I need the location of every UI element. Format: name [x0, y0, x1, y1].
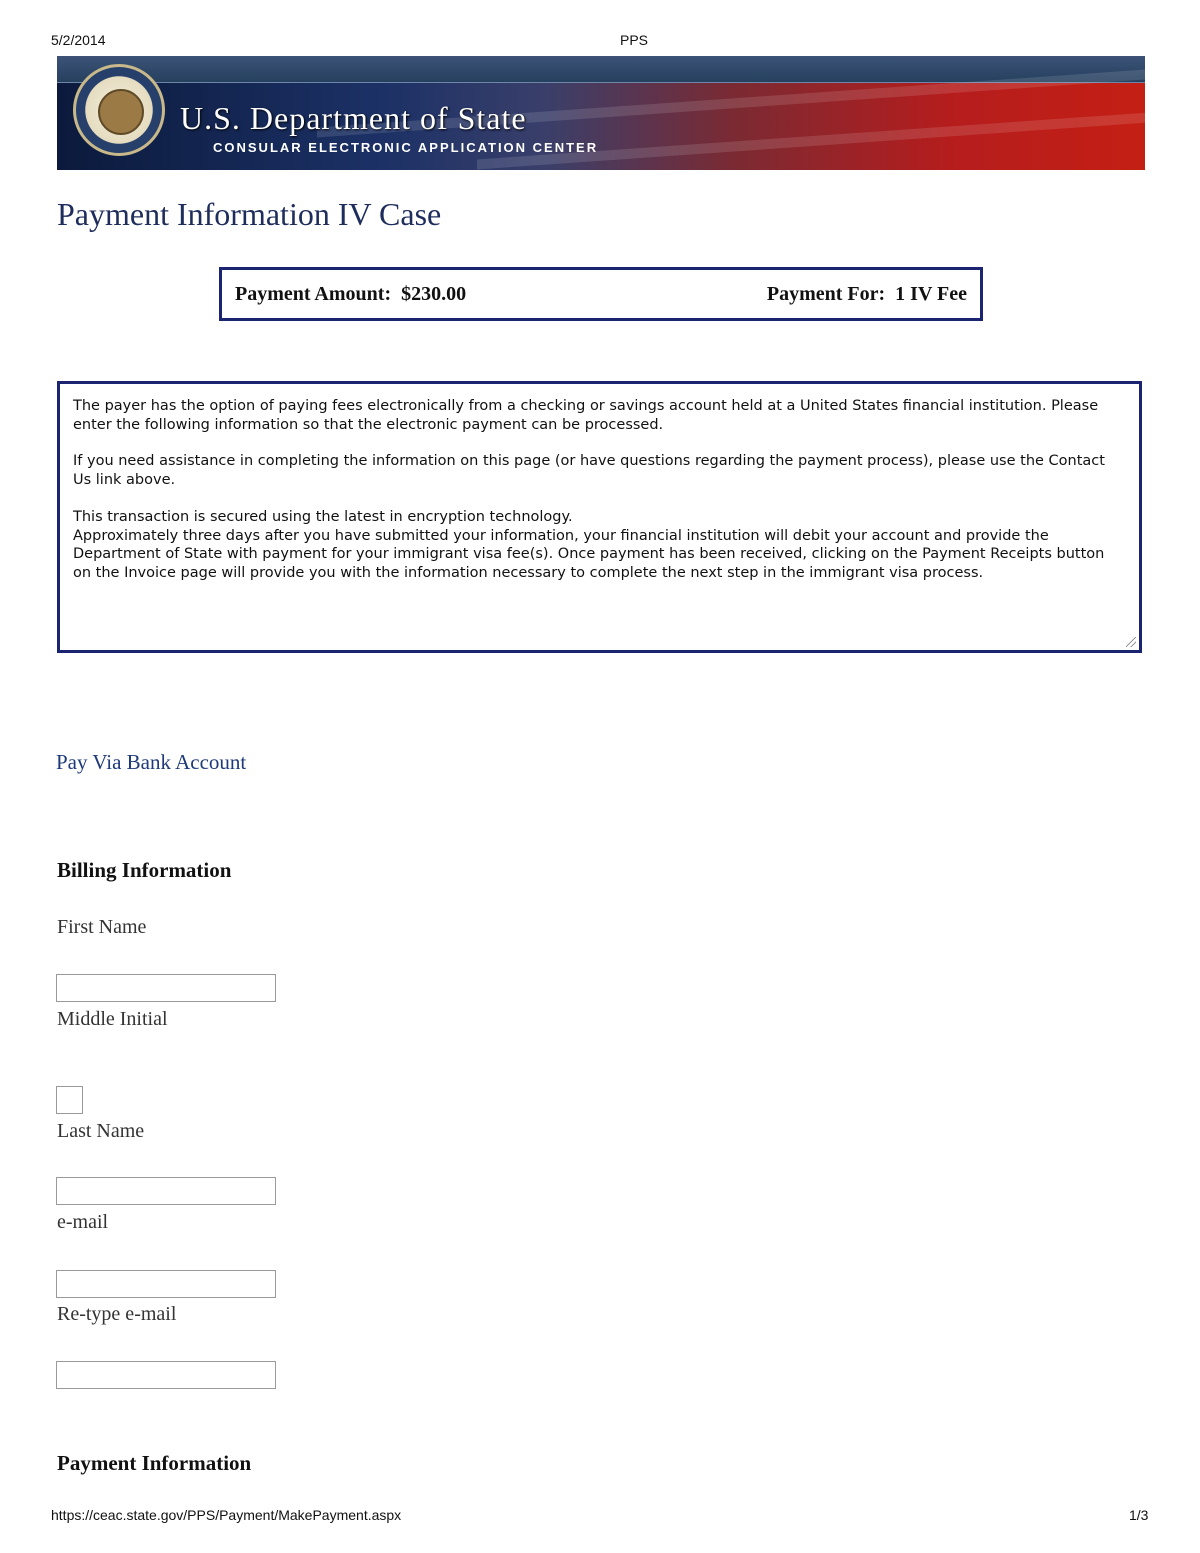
retype-email-label: Re-type e-mail [57, 1303, 177, 1325]
first-name-label: First Name [57, 916, 147, 938]
middle-initial-input[interactable] [56, 1086, 83, 1114]
retype-email-input[interactable] [56, 1361, 276, 1389]
middle-initial-label: Middle Initial [57, 1008, 168, 1030]
banner-stripe [477, 97, 1145, 170]
email-label: e-mail [57, 1211, 109, 1233]
last-name-input[interactable] [56, 1177, 276, 1205]
print-page-number: 1/3 [1129, 1507, 1149, 1523]
info-paragraph: Approximately three days after you have submitted your information, your financial institution will debit your account and provide the Department of State with payment for your immigrant visa fee(s). Once payment has been received, clicking on the Payment Receipts button on the Invoice page will provide you with the information necessary to complete the next step in the immigrant visa process. [73, 527, 1105, 581]
billing-information-heading: Billing Information [57, 858, 232, 882]
pay-via-bank-account-link[interactable]: Pay Via Bank Account [56, 750, 247, 774]
email-input[interactable] [56, 1270, 276, 1298]
print-title: PPS [620, 32, 649, 48]
print-url: https://ceac.state.gov/PPS/Payment/MakePayment.aspx [51, 1507, 402, 1523]
department-subtitle: CONSULAR ELECTRONIC APPLICATION CENTER [213, 140, 599, 155]
payment-amount [235, 283, 466, 306]
header-banner [57, 56, 1145, 170]
payment-for [767, 283, 967, 306]
first-name-input[interactable] [56, 974, 276, 1002]
department-of-state-seal-icon [73, 64, 165, 156]
payment-amount-label: Payment Amount: [235, 282, 392, 305]
eagle-icon [98, 89, 144, 135]
info-paragraph: This transaction is secured using the latest in encryption technology. [73, 508, 573, 525]
payment-information-heading: Payment Information [57, 1451, 252, 1475]
payment-amount-value: $230.00 [401, 282, 467, 305]
resize-handle-icon[interactable] [1126, 637, 1136, 647]
payment-for-value: 1 IV Fee [895, 282, 967, 305]
info-paragraph: If you need assistance in completing the information on this page (or have questions regarding the payment process), please use the Contact Us link above. [73, 453, 1105, 489]
payment-for-label: Payment For: [766, 282, 886, 305]
print-date: 5/2/2014 [51, 32, 106, 48]
page-title: Payment Information IV Case [57, 196, 442, 232]
banner-top-strip [57, 56, 1145, 83]
last-name-label: Last Name [57, 1120, 145, 1142]
payment-info-textarea[interactable] [57, 381, 1142, 653]
department-title: U.S. Department of State [180, 100, 527, 136]
payment-summary [219, 267, 983, 321]
info-paragraph: The payer has the option of paying fees electronically from a checking or savings account held at a United States financial institution. Please enter the following information so that the electronic payment can be processed. [73, 398, 1099, 433]
